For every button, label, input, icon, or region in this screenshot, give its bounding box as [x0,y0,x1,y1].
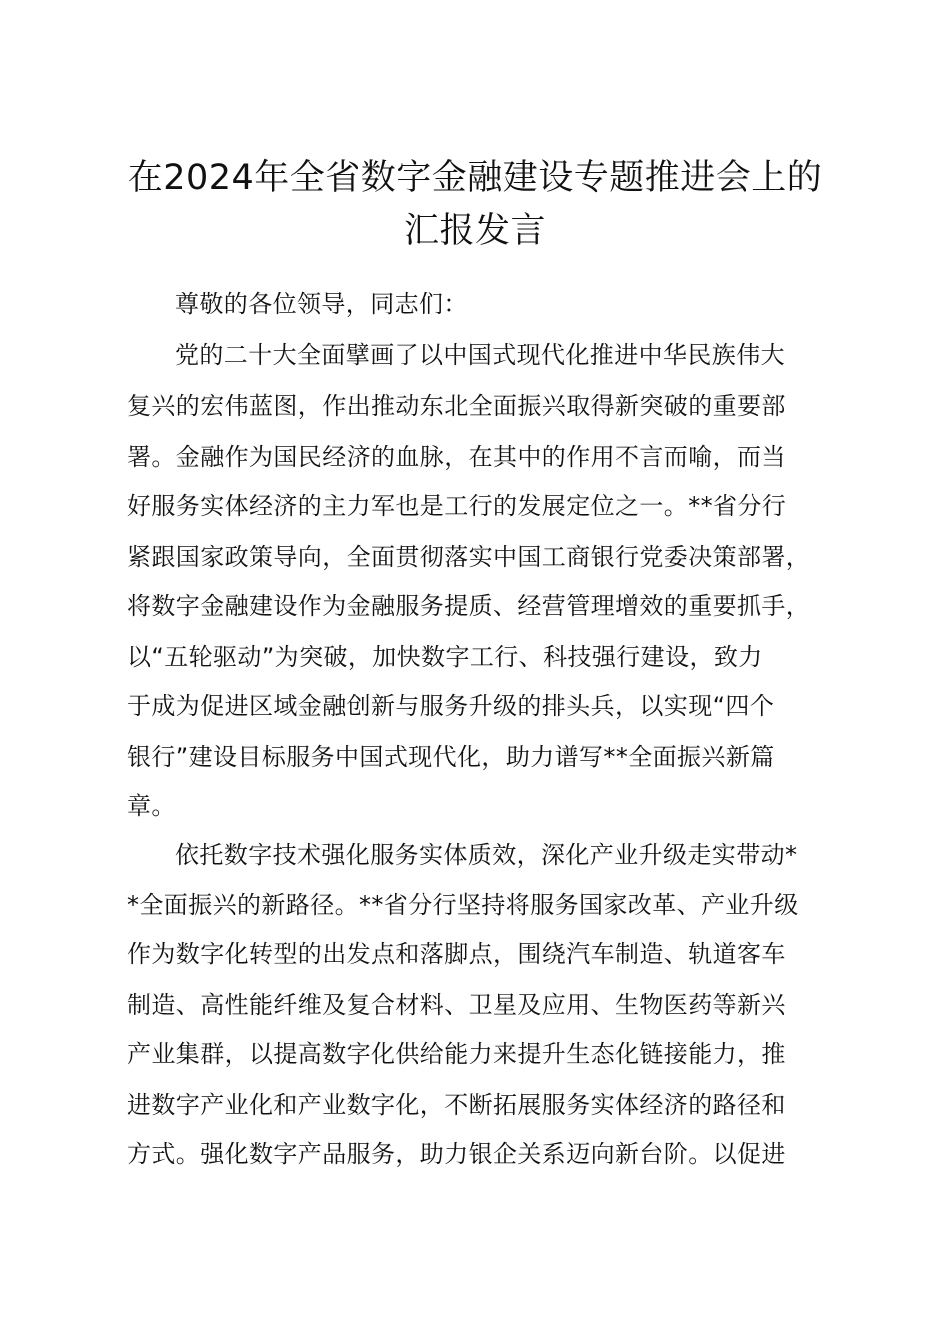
paragraph-1-line: 好服务实体经济的主力军也是工行的发展定位之一。**省分行 [127,492,787,520]
paragraph-1-line: 章。 [127,792,176,820]
paragraph-1-line: 复兴的宏伟蓝图，作出推动东北全面振兴取得新突破的重要部 [127,392,786,420]
paragraph-2-line: 制造、高性能纤维及复合材料、卫星及应用、生物医药等新兴 [127,991,786,1019]
paragraph-2-line: 依托数字技术强化服务实体质效，深化产业升级走实带动* [175,841,798,869]
paragraph-1-line: 以“五轮驱动”为突破，加快数字工行、科技强行建设，致力 [127,643,763,671]
document-title-line-1: 在2024年全省数字金融建设专题推进会上的 [127,158,823,198]
paragraph-2-line: 产业集群，以提高数字化供给能力来提升生态化链接能力，推 [127,1040,786,1068]
paragraph-1-line: 署。金融作为国民经济的血脉，在其中的作用不言而喻，而当 [127,443,786,471]
paragraph-2-line: *全面振兴的新路径。**省分行坚持将服务国家改革、产业升级 [127,891,799,919]
paragraph-2-line: 方式。强化数字产品服务，助力银企关系迈向新台阶。以促进 [127,1140,786,1168]
paragraph-2-line: 作为数字化转型的出发点和落脚点，围绕汽车制造、轨道客车 [127,940,786,968]
paragraph-1-line: 紧跟国家政策导向，全面贯彻落实中国工商银行党委决策部署， [127,543,811,571]
paragraph-1-line: 将数字金融建设作为金融服务提质、经营管理增效的重要抓手， [127,592,811,620]
paragraph-1-line: 于成为促进区域金融创新与服务升级的排头兵，以实现“四个 [127,692,775,720]
paragraph-1-line: 银行”建设目标服务中国式现代化，助力谱写**全面振兴新篇 [127,743,775,771]
paragraph-2-line: 进数字产业化和产业数字化，不断拓展服务实体经济的路径和 [127,1091,786,1119]
paragraph-1-line: 党的二十大全面擘画了以中国式现代化推进中华民族伟大 [175,341,785,369]
salutation: 尊敬的各位领导，同志们： [175,290,468,318]
document-title-line-2: 汇报发言 [403,211,546,251]
